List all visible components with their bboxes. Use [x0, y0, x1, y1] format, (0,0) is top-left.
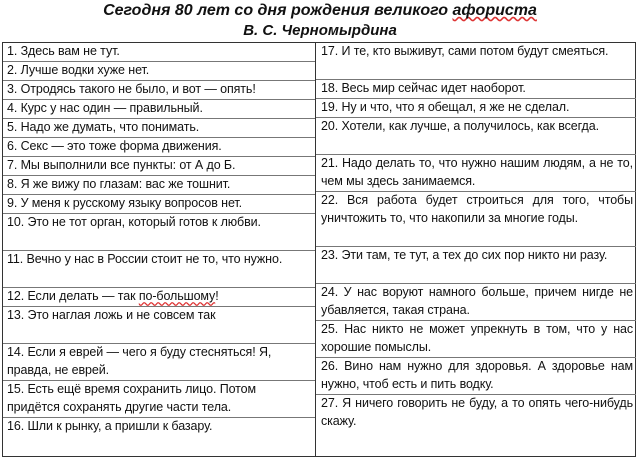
quote-item: 26. Вино нам нужно для здоровья. А здоровье нам нужно, чтоб есть и пить водку.	[316, 358, 636, 395]
quote-item: 20. Хотели, как лучше, а получилось, как всегда.	[316, 118, 636, 155]
quote-text-end: !	[215, 289, 219, 303]
quote-item: 24. У нас воруют намного больше, причем нигде не убавляется, такая страна.	[316, 284, 636, 321]
left-column	[3, 43, 315, 456]
quote-item: 10. Это не тот орган, который готов к любви.	[3, 214, 315, 251]
quote-item: 25. Нас никто не может упрекнуть в том, что у нас хорошие помыслы.	[316, 321, 636, 358]
page-title	[0, 1, 640, 21]
quote-item: 19. Ну и что, что я обещал, я же не сделал.	[316, 99, 636, 118]
quote-text-underlined: по-большому	[138, 289, 216, 303]
quote-item: 15. Есть ещё время сохранить лицо. Потом придётся сохранять другие части тела.	[3, 381, 315, 418]
quote-item: 14. Если я еврей — чего я буду стесняться! Я, правда, не еврей.	[3, 344, 315, 381]
quotes-table	[2, 42, 636, 457]
quote-item: 8. Я же вижу по глазам: вас же тошнит.	[3, 176, 315, 195]
quote-item: 6. Секс — это тоже форма движения.	[3, 138, 315, 157]
quote-item: 16. Шли к рынку, а пришли к базару.	[7, 419, 213, 433]
quote-item: 7. Мы выполнили все пункты: от А до Б.	[3, 157, 315, 176]
quote-item: 5. Надо же думать, что понимать.	[3, 119, 315, 138]
quote-item: 13. Это наглая ложь и не совсем так	[3, 307, 315, 344]
quote-text: 12. Если делать — так	[7, 289, 139, 303]
quote-item: 18. Весь мир сейчас идет наоборот.	[316, 80, 636, 99]
quote-item: 3. Отродясь такого не было, и вот — опять!	[3, 81, 315, 100]
title-text: Сегодня 80 лет со дня рождения великого	[103, 2, 453, 19]
page-subtitle: В. С. Черномырдина	[243, 22, 397, 39]
header	[0, 0, 640, 42]
quote-item: 1. Здесь вам не тут.	[3, 43, 315, 62]
quote-item: 27. Я ничего говорить не буду, а то опять чего-нибудь скажу.	[321, 396, 633, 428]
quote-item: 2. Лучше водки хуже нет.	[3, 62, 315, 81]
quote-item: 9. У меня к русскому языку вопросов нет.	[3, 195, 315, 214]
quote-item: 11. Вечно у нас в России стоит не то, что нужно.	[3, 251, 315, 288]
quote-item: 23. Эти там, те тут, а тех до сих пор никто ни разу.	[316, 247, 636, 284]
quote-item: 22. Вся работа будет строиться для того, чтобы уничтожить то, что накопили за многие годы.	[316, 192, 636, 247]
quote-item	[3, 288, 315, 307]
quote-item: 21. Надо делать то, что нужно нашим людям, а не то, чем мы здесь занимаемся.	[316, 155, 636, 192]
title-last-word: афориста	[452, 2, 537, 19]
right-column	[315, 43, 636, 456]
quote-item: 4. Курс у нас один — правильный.	[3, 100, 315, 119]
quote-item: 17. И те, кто выживут, сами потом будут смеяться.	[316, 43, 636, 80]
